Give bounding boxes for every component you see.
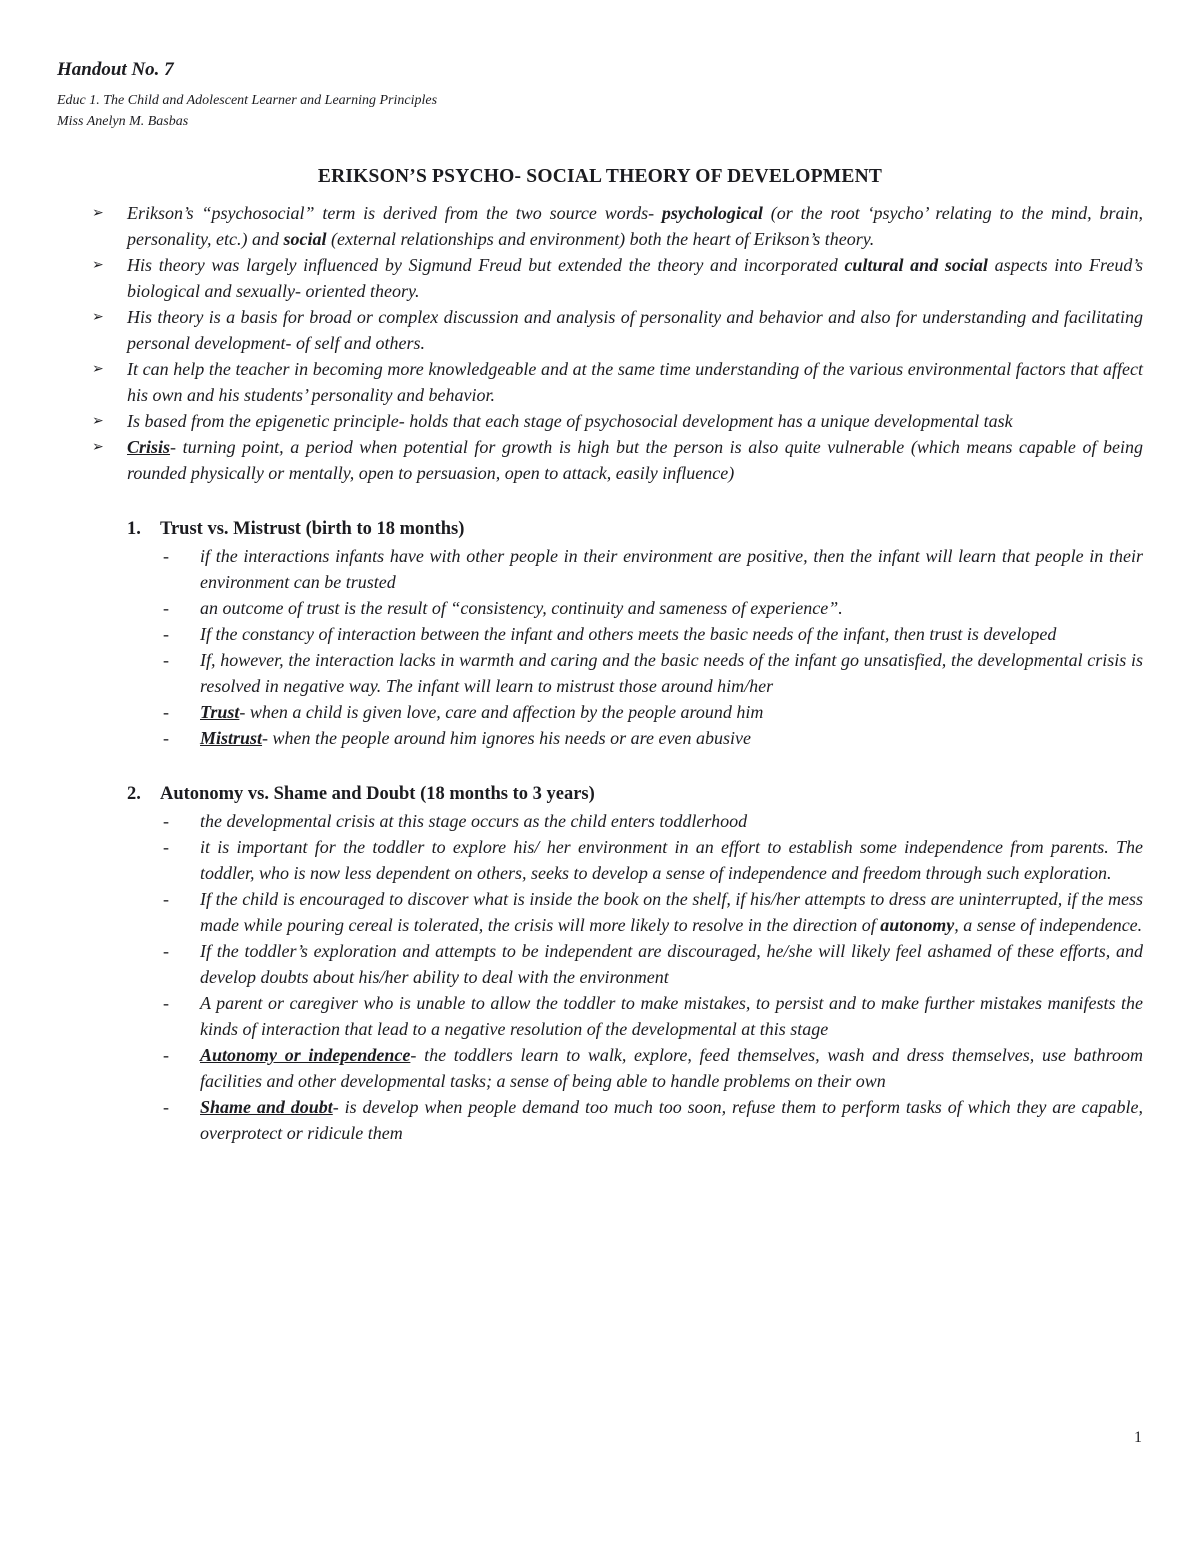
dash-bullet-icon: -: [163, 650, 169, 670]
section-number: 1.: [127, 519, 141, 539]
page-title: ERIKSON’S PSYCHO- SOCIAL THEORY OF DEVELOPMENT: [317, 166, 883, 187]
list-item: [127, 621, 1143, 647]
arrow-bullet-icon: ➢: [92, 440, 104, 455]
bullet-text: Erikson’s “psychosocial” term is derived from the two source words- psychological (or the root ‘psycho’ relating to the mind, brain, personality, etc.) and social (external relationships and environment) both the heart of Erikson’s theory.: [127, 203, 1143, 249]
dash-bullet-icon: -: [163, 811, 169, 831]
list-item-text: an outcome of trust is the result of “consistency, continuity and sameness of experience”.: [200, 598, 843, 618]
page-number: 1: [1134, 1429, 1142, 1446]
list-item-text: the developmental crisis at this stage occurs as the child enters toddlerhood: [200, 811, 748, 831]
section-item-list: [127, 543, 1143, 751]
section-heading: [127, 781, 1143, 808]
bullet-text: Is based from the epigenetic principle- holds that each stage of psychosocial development has a unique developmental task: [127, 411, 1013, 431]
section-item-list: [127, 808, 1143, 1146]
arrow-bullet-icon: ➢: [92, 310, 104, 325]
arrow-bullet-icon: ➢: [92, 414, 104, 429]
list-item: [127, 938, 1143, 990]
list-item: [127, 595, 1143, 621]
section-heading-text: Trust vs. Mistrust (birth to 18 months): [160, 519, 465, 539]
list-item-text: A parent or caregiver who is unable to allow the toddler to make mistakes, to persist and to make further mistakes manifests the kinds of interaction that lead to a negative resolution of the developmental at this stage: [200, 993, 1143, 1039]
dash-bullet-icon: -: [163, 1045, 169, 1065]
dash-bullet-icon: -: [163, 837, 169, 857]
document-header: [57, 58, 1143, 132]
arrow-bullet-icon: ➢: [92, 206, 104, 221]
list-item: [127, 834, 1143, 886]
list-item: [127, 990, 1143, 1042]
bullet-item: [92, 356, 1143, 408]
list-item-text: it is important for the toddler to explore his/ her environment in an effort to establish some independence from parents. The toddler, who is now less dependent on others, seeks to develop a sense of independence and freedom through such exploration.: [200, 837, 1143, 883]
instructor-name: Miss Anelyn M. Basbas: [57, 114, 189, 129]
list-item-text: Mistrust- when the people around him ignores his needs or are even abusive: [200, 728, 751, 748]
handout-number: Handout No. 7: [57, 59, 174, 80]
list-item-text: If the constancy of interaction between the infant and others meets the basic needs of the infant, then trust is developed: [200, 624, 1057, 644]
list-item-text: Trust- when a child is given love, care and affection by the people around him: [200, 702, 764, 722]
section-heading: [127, 516, 1143, 543]
arrow-bullet-icon: ➢: [92, 258, 104, 273]
bullet-list: [57, 200, 1143, 486]
section-number: 2.: [127, 784, 141, 804]
arrow-bullet-icon: ➢: [92, 362, 104, 377]
dash-bullet-icon: -: [163, 728, 169, 748]
list-item-text: if the interactions infants have with other people in their environment are positive, then the infant will learn that people in their environment can be trusted: [200, 546, 1143, 592]
list-item-text: If the child is encouraged to discover what is inside the book on the shelf, if his/her attempts to dress are uninterrupted, if the mess made while pouring cereal is tolerated, the crisis will more likely to resolve in the direction of autonomy, a sense of independence.: [200, 889, 1143, 935]
list-item: [127, 1042, 1143, 1094]
bullet-item: [92, 200, 1143, 252]
section-trust-vs-mistrust: [127, 516, 1143, 751]
dash-bullet-icon: -: [163, 941, 169, 961]
bullet-item: [92, 304, 1143, 356]
dash-bullet-icon: -: [163, 1097, 169, 1117]
dash-bullet-icon: -: [163, 546, 169, 566]
list-item: [127, 1094, 1143, 1146]
dash-bullet-icon: -: [163, 624, 169, 644]
list-item: [127, 725, 1143, 751]
bullet-item: [92, 408, 1143, 434]
list-item: [127, 886, 1143, 938]
list-item-text: If the toddler’s exploration and attempts to be independent are discouraged, he/she will likely feel ashamed of these efforts, and develop doubts about his/her ability to deal with the environment: [200, 941, 1143, 987]
course-title: Educ 1. The Child and Adolescent Learner and Learning Principles: [57, 93, 438, 108]
list-item: [127, 647, 1143, 699]
bullet-text: His theory was largely influenced by Sigmund Freud but extended the theory and incorporated cultural and social aspects into Freud’s biological and sexually- oriented theory.: [127, 255, 1143, 301]
list-item: [127, 699, 1143, 725]
list-item: [127, 808, 1143, 834]
bullet-text: It can help the teacher in becoming more knowledgeable and at the same time understanding of the various environmental factors that affect his own and his students’ personality and behavior.: [127, 359, 1143, 405]
list-item: [127, 543, 1143, 595]
dash-bullet-icon: -: [163, 889, 169, 909]
bullet-text: His theory is a basis for broad or complex discussion and analysis of personality and behavior and also for understanding and facilitating personal development- of self and others.: [127, 307, 1143, 353]
list-item-text: If, however, the interaction lacks in warmth and caring and the basic needs of the infant go unsatisfied, the developmental crisis is resolved in negative way. The infant will learn to mistrust those around him/her: [200, 650, 1143, 696]
dash-bullet-icon: -: [163, 598, 169, 618]
bullet-item: [92, 434, 1143, 486]
dash-bullet-icon: -: [163, 993, 169, 1013]
section-autonomy-vs-shame-and-doubt: [127, 781, 1143, 1146]
bullet-item: [92, 252, 1143, 304]
bullet-text: Crisis- turning point, a period when potential for growth is high but the person is also quite vulnerable (which means capable of being rounded physically or mentally, open to persuasion, open to attack, easily influence): [127, 437, 1143, 483]
dash-bullet-icon: -: [163, 702, 169, 722]
list-item-text: Shame and doubt- is develop when people demand too much too soon, refuse them to perform tasks of which they are capable, overprotect or ridicule them: [200, 1097, 1143, 1143]
list-item-text: Autonomy or independence- the toddlers learn to walk, explore, feed themselves, wash and dress themselves, use bathroom facilities and other developmental tasks; a sense of being able to handle problems on their own: [200, 1045, 1143, 1091]
section-heading-text: Autonomy vs. Shame and Doubt (18 months to 3 years): [160, 784, 595, 804]
